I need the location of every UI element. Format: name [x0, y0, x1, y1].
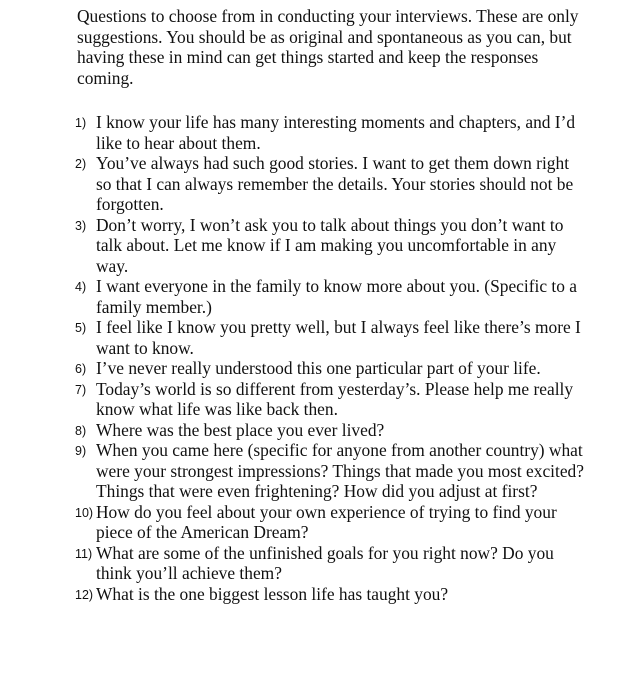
list-item [77, 215, 587, 277]
list-item [77, 317, 587, 358]
question-number: 6) [75, 362, 87, 376]
question-text: When you came here (specific for anyone from another country) what were your strongest impressions? Things that made you most excited? Things that were even frightening? How did you adjust at first? [96, 440, 584, 501]
list-item [77, 276, 587, 317]
question-text: Don’t worry, I won’t ask you to talk about things you don’t want to talk about. Let me know if I am making you uncomfortable in any way. [96, 214, 564, 276]
list-item [77, 543, 587, 584]
list-item [77, 440, 587, 502]
question-text: I want everyone in the family to know more about you. (Specific to a family member.) [96, 276, 578, 317]
question-list [77, 112, 587, 604]
question-text: I’ve never really understood this one particular part of your life. [96, 358, 541, 378]
question-number: 8) [75, 423, 87, 438]
list-item [77, 420, 587, 441]
question-text: Today’s world is so different from yesterday’s. Please help me really know what life was like back then. [96, 378, 574, 419]
list-item [77, 584, 587, 605]
question-text: You’ve always had such good stories. I want to get them down right so that I can always remember the details. Your stories should not be forgotten. [96, 153, 574, 214]
question-text: What are some of the unfinished goals for you right now? Do you think you’ll achieve them? [96, 542, 554, 583]
question-number: 5) [75, 321, 87, 335]
question-number: 7) [75, 382, 87, 397]
list-item [77, 112, 587, 153]
question-number: 12) [75, 587, 94, 602]
list-item [77, 379, 587, 420]
question-text: I know your life has many interesting moments and chapters, and I’d like to hear about them. [96, 112, 576, 153]
question-number: 4) [75, 280, 87, 294]
question-text: What is the one biggest lesson life has taught you? [96, 583, 449, 604]
question-number: 9) [75, 444, 87, 458]
question-number: 1) [75, 116, 87, 130]
question-text: I feel like I know you pretty well, but I always feel like there’s more I want to know. [96, 317, 581, 358]
question-number: 3) [75, 218, 87, 233]
list-item [77, 153, 587, 215]
question-number: 10) [75, 505, 94, 520]
question-number: 2) [75, 157, 87, 171]
document-page [77, 6, 587, 604]
question-text: How do you feel about your own experience of trying to find your piece of the American Dream? [96, 501, 557, 542]
question-text: Where was the best place you ever lived? [96, 419, 385, 440]
list-item [77, 502, 587, 543]
list-item [77, 358, 587, 379]
question-number: 11) [75, 546, 93, 561]
intro-paragraph: Questions to choose from in conducting your interviews. These are only suggestions. You should be as original and spontaneous as you can, but having these in mind can get things started and keep the responses coming. [77, 6, 579, 88]
